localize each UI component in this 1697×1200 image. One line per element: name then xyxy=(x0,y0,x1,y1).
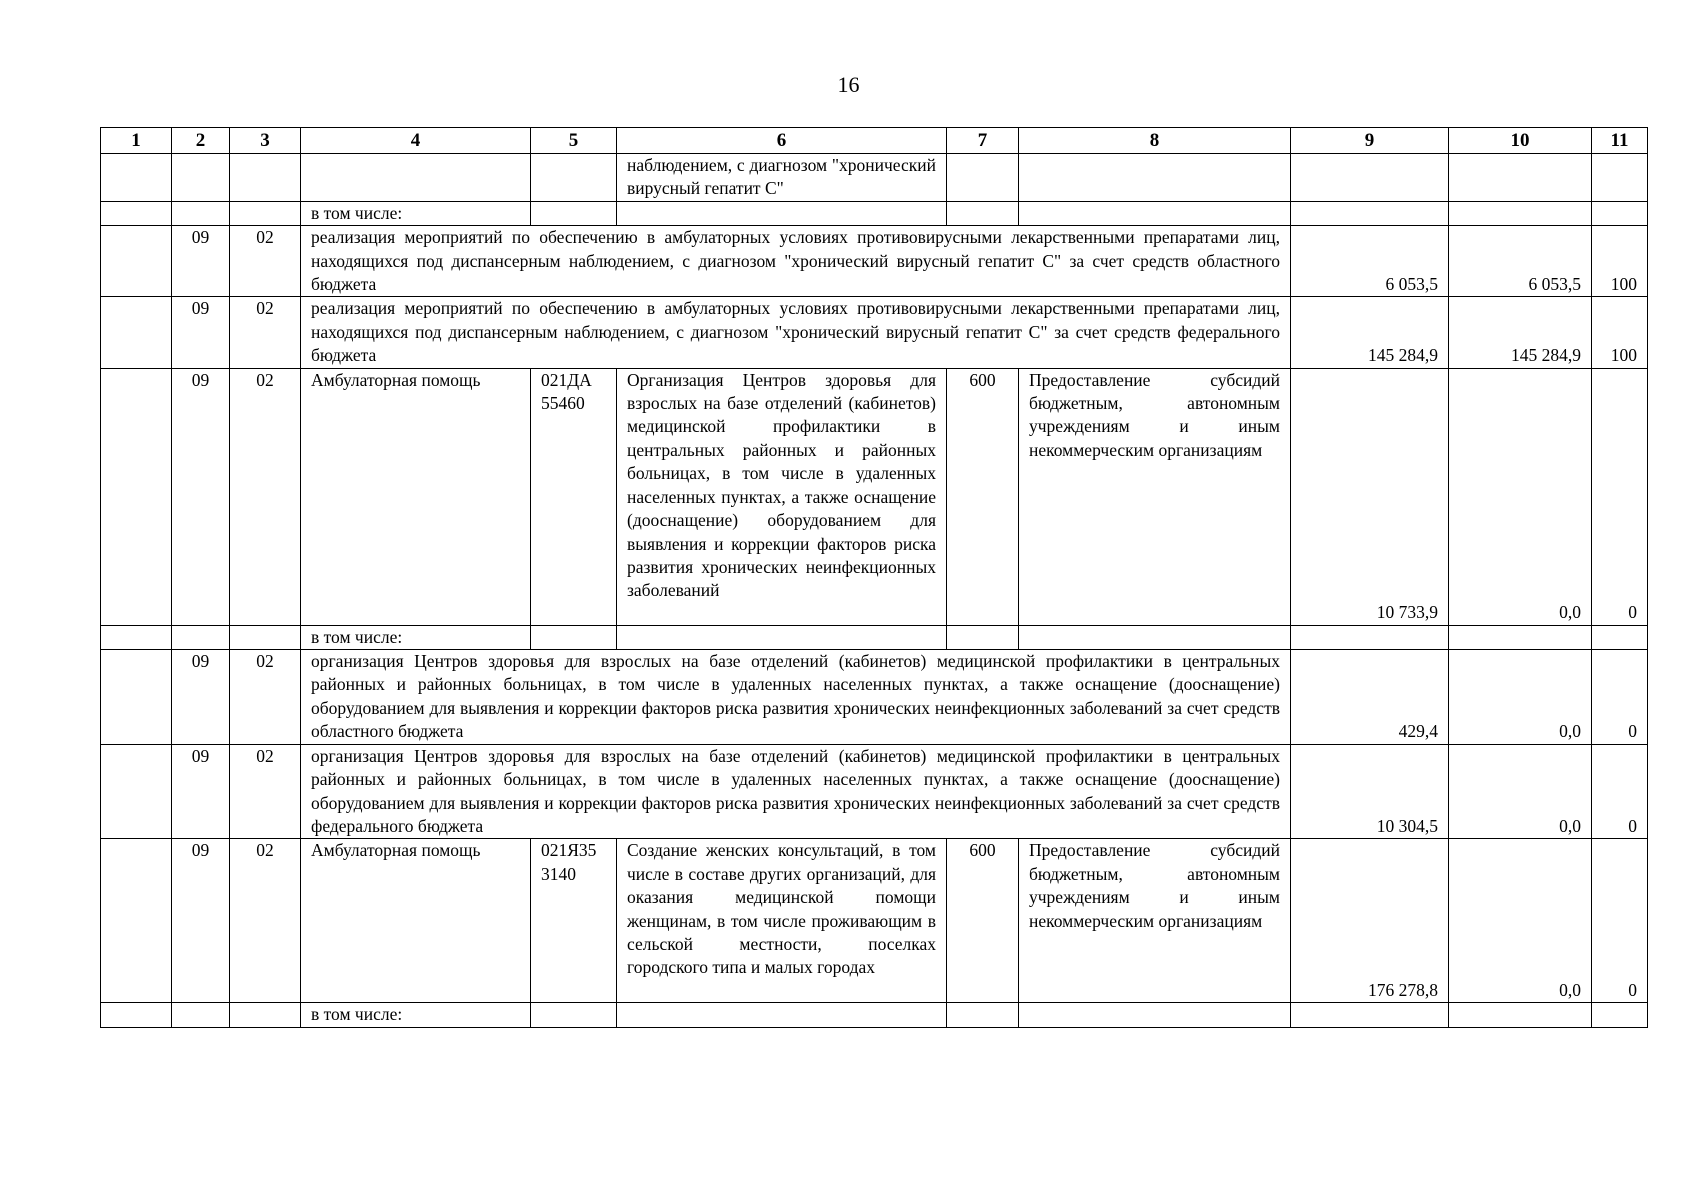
cell-empty xyxy=(617,201,947,225)
cell-planned: 6 053,5 xyxy=(1291,226,1449,297)
cell-percent: 0 xyxy=(1592,368,1648,625)
cell-planned: 176 278,8 xyxy=(1291,839,1449,1003)
cell-target-code: 021Я35 3140 xyxy=(531,839,617,1003)
cell-empty xyxy=(1449,625,1592,649)
table-row xyxy=(101,154,1648,202)
cell-empty xyxy=(301,154,531,202)
cell-empty xyxy=(230,1003,301,1027)
table-row xyxy=(101,1003,1648,1027)
cell-percent: 0 xyxy=(1592,744,1648,839)
cell-subsection: 02 xyxy=(230,297,301,368)
cell-expense-type: 600 xyxy=(947,839,1019,1003)
cell-section: 09 xyxy=(172,297,230,368)
cell-empty xyxy=(101,226,172,297)
cell-subitem-text: реализация мероприятий по обеспечению в амбулаторных условиях противовирусными лекарственными препаратами лиц, находящихся под диспансерным наблюдением, с диагнозом "хронический вирусный гепатит С" за счет средств областного бюджета xyxy=(301,226,1291,297)
cell-percent: 0 xyxy=(1592,650,1648,745)
cell-subitem-text: реализация мероприятий по обеспечению в амбулаторных условиях противовирусными лекарственными препаратами лиц, находящихся под диспансерным наблюдением, с диагнозом "хронический вирусный гепатит С" за счет средств федерального бюджета xyxy=(301,297,1291,368)
column-header: 9 xyxy=(1291,128,1449,154)
cell-percent: 100 xyxy=(1592,297,1648,368)
cell-empty xyxy=(531,625,617,649)
cell-empty xyxy=(1592,625,1648,649)
table-row xyxy=(101,297,1648,368)
cell-empty xyxy=(101,1003,172,1027)
cell-direction: Организация Центров здоровья для взрослых на базе отделений (кабинетов) медицинской профилактики в центральных районных и районных больницах, в том числе в удаленных населенных пунктах, а также оснащение (дооснащение) оборудованием для выявления и коррекции факторов риска развития хронических неинфекционных заболеваний xyxy=(617,368,947,625)
cell-planned: 145 284,9 xyxy=(1291,297,1449,368)
cell-empty xyxy=(1019,154,1291,202)
cell-including-label: в том числе: xyxy=(301,625,531,649)
cell-subsection: 02 xyxy=(230,650,301,745)
cell-empty xyxy=(172,1003,230,1027)
cell-percent: 100 xyxy=(1592,226,1648,297)
cell-executed: 145 284,9 xyxy=(1449,297,1592,368)
cell-empty xyxy=(1592,154,1648,202)
column-header: 8 xyxy=(1019,128,1291,154)
cell-subsection: 02 xyxy=(230,368,301,625)
cell-empty xyxy=(1291,625,1449,649)
cell-empty xyxy=(172,625,230,649)
cell-section: 09 xyxy=(172,839,230,1003)
cell-expense-name: Предоставление субсидий бюджетным, автономным учреждениям и иным некоммерческим организациям xyxy=(1019,839,1291,1003)
cell-empty xyxy=(172,201,230,225)
cell-empty xyxy=(172,154,230,202)
cell-empty xyxy=(101,154,172,202)
cell-section: 09 xyxy=(172,744,230,839)
cell-section: 09 xyxy=(172,650,230,745)
cell-subitem-text: организация Центров здоровья для взрослых на базе отделений (кабинетов) медицинской профилактики в центральных районных и районных больницах, в том числе в удаленных населенных пунктах, а также оснащение (дооснащение) оборудованием для выявления и коррекции факторов риска развития хронических неинфекционных заболеваний за счет средств областного бюджета xyxy=(301,650,1291,745)
cell-planned: 10 304,5 xyxy=(1291,744,1449,839)
cell-subsection: 02 xyxy=(230,744,301,839)
table-row xyxy=(101,201,1648,225)
cell-empty xyxy=(947,1003,1019,1027)
column-header: 6 xyxy=(617,128,947,154)
cell-empty xyxy=(947,625,1019,649)
cell-empty xyxy=(1019,201,1291,225)
table-row xyxy=(101,650,1648,745)
cell-expense-name: Предоставление субсидий бюджетным, автономным учреждениям и иным некоммерческим организациям xyxy=(1019,368,1291,625)
cell-executed: 6 053,5 xyxy=(1449,226,1592,297)
cell-empty xyxy=(101,744,172,839)
cell-empty xyxy=(1291,1003,1449,1027)
cell-empty xyxy=(101,201,172,225)
column-header: 3 xyxy=(230,128,301,154)
column-header: 5 xyxy=(531,128,617,154)
cell-empty xyxy=(230,625,301,649)
cell-including-label: в том числе: xyxy=(301,201,531,225)
cell-empty xyxy=(531,154,617,202)
cell-direction: наблюдением, с диагнозом "хронический вирусный гепатит С" xyxy=(617,154,947,202)
cell-empty xyxy=(1291,154,1449,202)
cell-expense-type: 600 xyxy=(947,368,1019,625)
cell-executed: 0,0 xyxy=(1449,839,1592,1003)
cell-subsection: 02 xyxy=(230,839,301,1003)
column-header: 2 xyxy=(172,128,230,154)
cell-subsection: 02 xyxy=(230,226,301,297)
cell-empty xyxy=(531,201,617,225)
table-header-row xyxy=(101,128,1648,154)
cell-target-code: 021ДА 55460 xyxy=(531,368,617,625)
cell-including-label: в том числе: xyxy=(301,1003,531,1027)
cell-section: 09 xyxy=(172,226,230,297)
column-header: 1 xyxy=(101,128,172,154)
cell-empty xyxy=(617,625,947,649)
table-row xyxy=(101,744,1648,839)
cell-empty xyxy=(1449,201,1592,225)
cell-empty xyxy=(1019,625,1291,649)
cell-empty xyxy=(947,154,1019,202)
cell-executed: 0,0 xyxy=(1449,744,1592,839)
cell-section: 09 xyxy=(172,368,230,625)
cell-planned: 429,4 xyxy=(1291,650,1449,745)
page-number: 16 xyxy=(837,72,860,97)
cell-empty xyxy=(1291,201,1449,225)
table-row xyxy=(101,368,1648,625)
cell-program-name: Амбулаторная помощь xyxy=(301,368,531,625)
cell-empty xyxy=(101,839,172,1003)
cell-program-name: Амбулаторная помощь xyxy=(301,839,531,1003)
cell-executed: 0,0 xyxy=(1449,650,1592,745)
table-row xyxy=(101,226,1648,297)
cell-percent: 0 xyxy=(1592,839,1648,1003)
cell-empty xyxy=(101,368,172,625)
cell-empty xyxy=(1449,1003,1592,1027)
cell-empty xyxy=(531,1003,617,1027)
cell-empty xyxy=(1592,1003,1648,1027)
cell-planned: 10 733,9 xyxy=(1291,368,1449,625)
column-header: 4 xyxy=(301,128,531,154)
cell-empty xyxy=(1449,154,1592,202)
cell-empty xyxy=(1019,1003,1291,1027)
cell-empty xyxy=(101,650,172,745)
table-row xyxy=(101,839,1648,1003)
cell-subitem-text: организация Центров здоровья для взрослых на базе отделений (кабинетов) медицинской профилактики в центральных районных и районных больницах, в том числе в удаленных населенных пунктах, а также оснащение (дооснащение) оборудованием для выявления и коррекции факторов риска развития хронических неинфекционных заболеваний за счет средств федерального бюджета xyxy=(301,744,1291,839)
cell-empty xyxy=(230,201,301,225)
cell-empty xyxy=(947,201,1019,225)
cell-empty xyxy=(101,625,172,649)
cell-executed: 0,0 xyxy=(1449,368,1592,625)
cell-direction: Создание женских консультаций, в том числе в составе других организаций, для оказания медицинской помощи женщинам, в том числе проживающим в сельской местности, поселках городского типа и малых городах xyxy=(617,839,947,1003)
budget-table xyxy=(100,127,1648,1028)
column-header: 10 xyxy=(1449,128,1592,154)
cell-empty xyxy=(101,297,172,368)
cell-empty xyxy=(617,1003,947,1027)
cell-empty xyxy=(1592,201,1648,225)
table-row xyxy=(101,625,1648,649)
column-header: 7 xyxy=(947,128,1019,154)
cell-empty xyxy=(230,154,301,202)
column-header: 11 xyxy=(1592,128,1648,154)
